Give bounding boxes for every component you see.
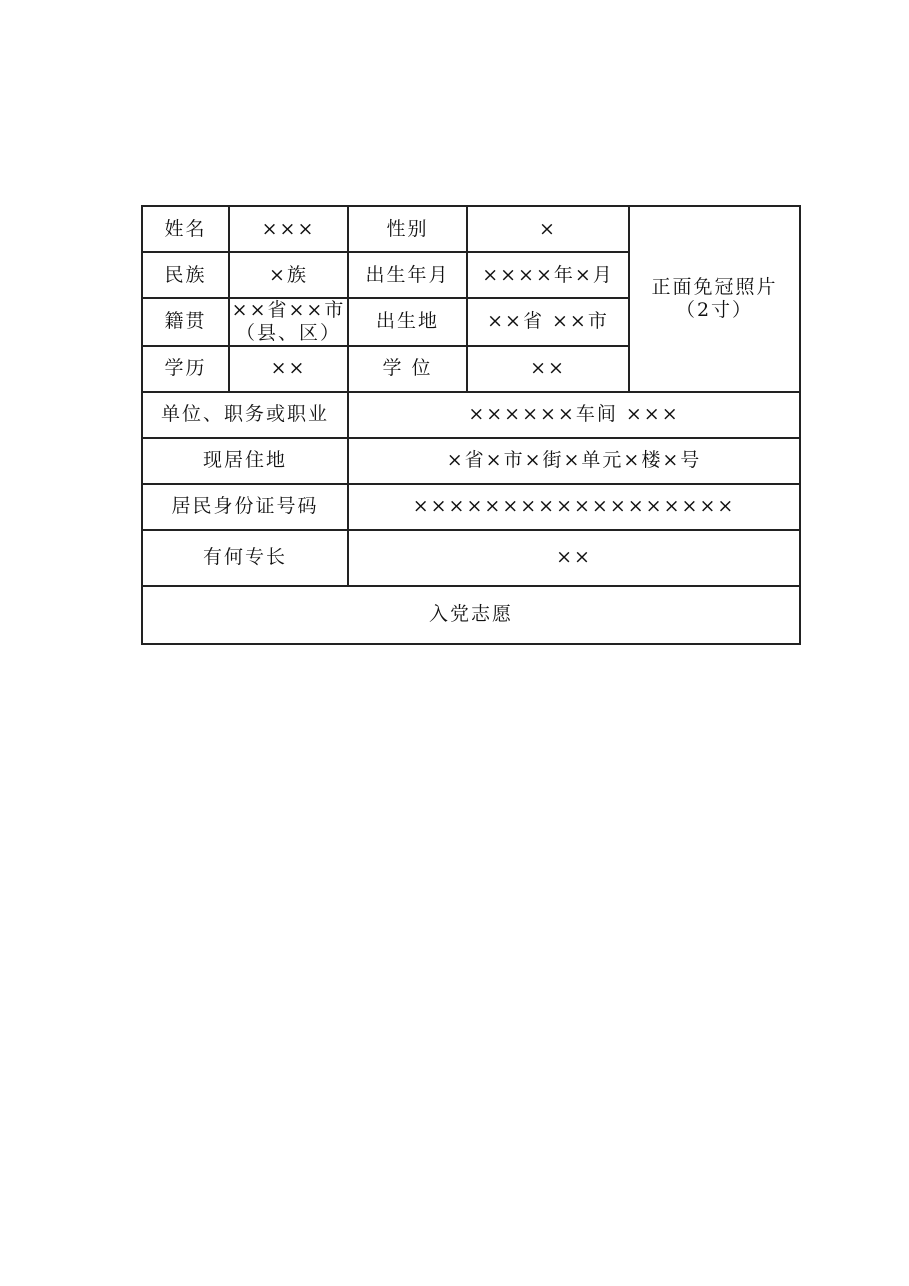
ethnicity-label: 民族 [142, 252, 229, 298]
photo-placeholder [629, 206, 800, 392]
specialty-value: ×× [348, 530, 800, 586]
gender-label: 性别 [348, 206, 467, 252]
gender-value: × [467, 206, 629, 252]
native-place-label: 籍贯 [142, 298, 229, 346]
id-number-value: ×××××××××××××××××× [348, 484, 800, 530]
ethnicity-value: ×族 [229, 252, 348, 298]
birthplace-value: ××省 ××市 [467, 298, 629, 346]
id-number-label: 居民身份证号码 [142, 484, 348, 530]
residence-value: ×省×市×街×单元×楼×号 [348, 438, 800, 484]
degree-label: 学 位 [348, 346, 467, 392]
native-place-line1: ××省××市 [231, 299, 346, 321]
party-application-form [141, 205, 801, 645]
education-value: ×× [229, 346, 348, 392]
specialty-label: 有何专长 [142, 530, 348, 586]
education-label: 学历 [142, 346, 229, 392]
birth-date-value: ××××年×月 [467, 252, 629, 298]
photo-caption: 正面免冠照片 [651, 276, 778, 298]
photo-size-note: （2寸） [675, 298, 754, 321]
native-place-value [229, 298, 348, 346]
employer-label: 单位、职务或职业 [142, 392, 348, 438]
name-value: ××× [229, 206, 348, 252]
name-label: 姓名 [142, 206, 229, 252]
degree-value: ×× [467, 346, 629, 392]
application-title: 入党志愿 [142, 586, 800, 644]
residence-label: 现居住地 [142, 438, 348, 484]
birth-date-label: 出生年月 [348, 252, 467, 298]
birthplace-label: 出生地 [348, 298, 467, 346]
native-place-line2: （县、区） [235, 321, 341, 344]
employer-value: ××××××车间 ××× [348, 392, 800, 438]
